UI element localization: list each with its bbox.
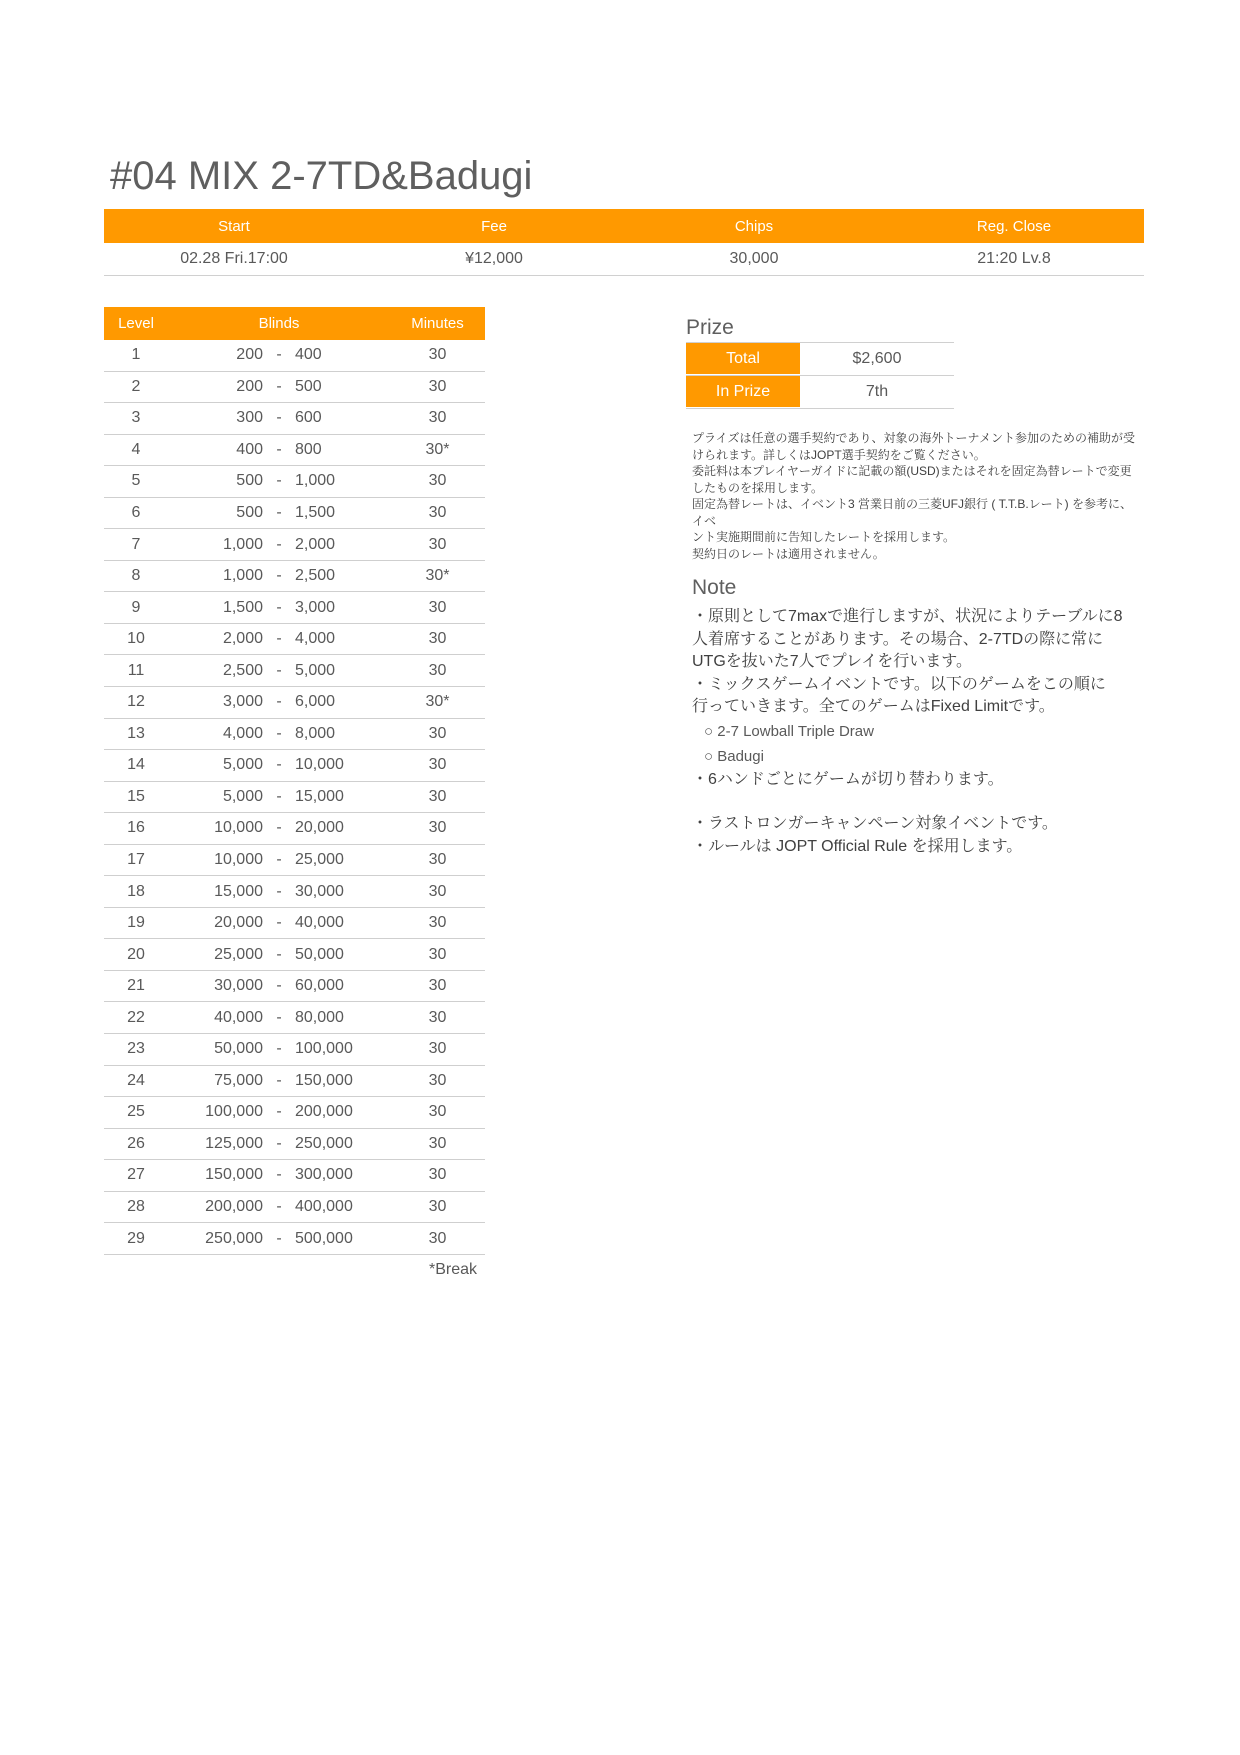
level-cell: 20 bbox=[127, 945, 145, 963]
blinds-cell bbox=[168, 788, 390, 806]
blinds-cell bbox=[168, 346, 390, 364]
header-fee: Fee bbox=[481, 217, 507, 235]
prize-text-line: 委託料は本プレイヤーガイドに記載の額(USD)またはそれを固定為替レートで変更 bbox=[692, 464, 1132, 478]
blind-separator: - bbox=[276, 1198, 282, 1216]
big-blind: 30,000 bbox=[295, 882, 344, 900]
blind-separator: - bbox=[276, 1008, 282, 1026]
minutes-cell: 30 bbox=[428, 1134, 447, 1152]
blind-separator: - bbox=[276, 693, 282, 711]
blinds-cell bbox=[168, 756, 390, 774]
blind-level-row bbox=[104, 624, 485, 656]
level-cell: 10 bbox=[127, 630, 145, 648]
blinds-cell bbox=[168, 725, 390, 743]
header-blinds: Blinds bbox=[258, 315, 300, 332]
blind-separator: - bbox=[276, 1071, 282, 1089]
blind-rows bbox=[104, 340, 485, 1255]
prize-text-line: プライズは任意の選手契約であり、対象の海外トーナメント参加のための補助が受 bbox=[692, 431, 1136, 445]
small-blind: 300 bbox=[236, 409, 263, 427]
blind-level-row bbox=[104, 561, 485, 593]
prize-label: In Prize bbox=[686, 376, 800, 408]
prize-value: $2,600 bbox=[852, 350, 902, 367]
level-cell: 2 bbox=[131, 377, 141, 395]
note-line: UTGを抜いた7人でプレイを行います。 bbox=[692, 653, 972, 670]
small-blind: 25,000 bbox=[214, 945, 263, 963]
big-blind: 250,000 bbox=[295, 1134, 353, 1152]
big-blind: 25,000 bbox=[295, 851, 344, 869]
big-blind: 2,000 bbox=[295, 535, 336, 553]
big-blind: 150,000 bbox=[295, 1071, 353, 1089]
blinds-cell bbox=[168, 977, 390, 995]
blinds-cell bbox=[168, 1166, 390, 1184]
blind-separator: - bbox=[276, 724, 282, 742]
small-blind: 30,000 bbox=[214, 977, 263, 995]
minutes-cell: 30 bbox=[428, 346, 447, 364]
blind-level-row bbox=[104, 1002, 485, 1034]
blind-structure-table bbox=[104, 307, 485, 1279]
level-cell: 3 bbox=[131, 409, 141, 427]
event-info-table bbox=[104, 209, 1144, 276]
minutes-cell: 30 bbox=[428, 851, 447, 869]
blind-separator: - bbox=[276, 945, 282, 963]
small-blind: 2,500 bbox=[222, 661, 263, 679]
big-blind: 100,000 bbox=[295, 1040, 353, 1058]
blind-separator: - bbox=[276, 1040, 282, 1058]
level-cell: 23 bbox=[127, 1040, 145, 1058]
note-line: 人着席することがあります。その場合、2-7TDの際に常に bbox=[692, 630, 1104, 648]
level-cell: 6 bbox=[131, 504, 141, 521]
prize-section bbox=[686, 316, 954, 409]
event-info-header bbox=[104, 209, 1144, 243]
big-blind: 15,000 bbox=[295, 787, 344, 805]
minutes-cell: 30 bbox=[428, 787, 447, 805]
small-blind: 1,500 bbox=[222, 598, 263, 616]
blind-level-row bbox=[104, 1192, 485, 1224]
big-blind: 1,500 bbox=[295, 504, 336, 521]
blinds-cell bbox=[168, 851, 390, 869]
big-blind: 2,500 bbox=[295, 567, 336, 585]
blind-level-row bbox=[104, 529, 485, 561]
minutes-cell: 30 bbox=[428, 914, 447, 932]
small-blind: 200,000 bbox=[205, 1198, 263, 1216]
blind-separator: - bbox=[276, 1166, 282, 1184]
note-line: ・ミックスゲームイベントです。以下のゲームをこの順に bbox=[692, 675, 1106, 693]
level-cell: 24 bbox=[127, 1071, 145, 1089]
blind-level-row bbox=[104, 876, 485, 908]
blind-level-row bbox=[104, 498, 485, 530]
blinds-cell bbox=[168, 819, 390, 837]
small-blind: 2,000 bbox=[222, 630, 263, 648]
big-blind: 6,000 bbox=[295, 693, 336, 711]
big-blind: 4,000 bbox=[295, 630, 336, 648]
big-blind: 5,000 bbox=[295, 661, 336, 679]
blind-level-row bbox=[104, 403, 485, 435]
level-cell: 29 bbox=[127, 1229, 145, 1247]
blinds-cell bbox=[168, 472, 390, 490]
blinds-cell bbox=[168, 662, 390, 680]
prize-value: 7th bbox=[865, 383, 889, 400]
minutes-cell: 30 bbox=[428, 1040, 447, 1058]
prize-row-in-prize bbox=[686, 376, 954, 409]
blinds-cell bbox=[168, 914, 390, 932]
blind-separator: - bbox=[276, 472, 282, 490]
blind-separator: - bbox=[276, 377, 282, 395]
big-blind: 50,000 bbox=[295, 945, 344, 963]
header-minutes: Minutes bbox=[411, 315, 464, 332]
blind-separator: - bbox=[276, 409, 282, 427]
level-cell: 15 bbox=[127, 787, 145, 805]
small-blind: 15,000 bbox=[214, 882, 263, 900]
small-blind: 20,000 bbox=[214, 914, 263, 932]
minutes-cell: 30 bbox=[428, 377, 447, 395]
small-blind: 10,000 bbox=[214, 819, 263, 837]
level-cell: 17 bbox=[127, 851, 145, 869]
big-blind: 500 bbox=[295, 377, 322, 395]
small-blind: 10,000 bbox=[214, 851, 263, 869]
level-cell: 18 bbox=[127, 882, 145, 900]
blind-separator: - bbox=[276, 535, 282, 553]
header-start: Start bbox=[218, 217, 250, 235]
blind-level-row bbox=[104, 372, 485, 404]
minutes-cell: 30 bbox=[428, 472, 447, 490]
blind-level-row bbox=[104, 1066, 485, 1098]
blinds-cell bbox=[168, 630, 390, 648]
big-blind: 300,000 bbox=[295, 1166, 353, 1184]
level-cell: 19 bbox=[127, 914, 145, 932]
big-blind: 20,000 bbox=[295, 819, 344, 837]
blind-level-row bbox=[104, 939, 485, 971]
minutes-cell: 30 bbox=[428, 409, 447, 427]
blind-separator: - bbox=[276, 977, 282, 995]
small-blind: 200 bbox=[236, 346, 263, 364]
blinds-cell bbox=[168, 1230, 390, 1248]
header-level: Level bbox=[118, 315, 154, 332]
minutes-cell: 30 bbox=[428, 1071, 447, 1089]
big-blind: 400 bbox=[295, 346, 322, 364]
blind-level-row bbox=[104, 813, 485, 845]
minutes-cell: 30 bbox=[428, 756, 447, 774]
prize-table bbox=[686, 342, 954, 409]
blinds-cell bbox=[168, 1135, 390, 1153]
minutes-cell: 30 bbox=[428, 819, 447, 837]
blind-separator: - bbox=[276, 504, 282, 521]
prize-text-line: ント実施期間前に告知したレートを採用します。 bbox=[692, 530, 956, 544]
blind-level-row bbox=[104, 592, 485, 624]
note-line: ・ルールは JOPT Official Rule を採用します。 bbox=[692, 837, 1023, 855]
minutes-cell: 30 bbox=[428, 1103, 447, 1121]
blind-separator: - bbox=[276, 851, 282, 869]
big-blind: 60,000 bbox=[295, 977, 344, 995]
game-list-item: ○ 2-7 Lowball Triple Draw bbox=[704, 722, 874, 740]
blinds-cell bbox=[168, 409, 390, 427]
note-section bbox=[692, 576, 1142, 858]
game-list-item: ○ Badugi bbox=[704, 747, 764, 765]
small-blind: 200 bbox=[236, 377, 263, 395]
minutes-cell: 30 bbox=[428, 1166, 447, 1184]
level-cell: 28 bbox=[127, 1198, 145, 1216]
level-cell: 1 bbox=[131, 346, 141, 364]
big-blind: 500,000 bbox=[295, 1229, 353, 1247]
prize-text-line: けられます。詳しくはJOPT選手契約をご覧ください。 bbox=[692, 447, 986, 462]
blind-separator: - bbox=[276, 661, 282, 679]
note-title: Note bbox=[692, 576, 737, 599]
blinds-cell bbox=[168, 441, 390, 459]
small-blind: 400 bbox=[236, 440, 263, 458]
level-cell: 7 bbox=[131, 535, 141, 553]
small-blind: 125,000 bbox=[205, 1134, 263, 1152]
blind-level-row bbox=[104, 1034, 485, 1066]
blinds-cell bbox=[168, 1198, 390, 1216]
level-cell: 4 bbox=[131, 440, 141, 458]
level-cell: 21 bbox=[127, 977, 145, 995]
blinds-cell bbox=[168, 883, 390, 901]
big-blind: 800 bbox=[295, 440, 322, 458]
blind-separator: - bbox=[276, 756, 282, 774]
minutes-cell: 30* bbox=[425, 567, 450, 585]
blind-separator: - bbox=[276, 1229, 282, 1247]
minutes-cell: 30 bbox=[428, 882, 447, 900]
blinds-cell bbox=[168, 1009, 390, 1027]
blind-level-row bbox=[104, 466, 485, 498]
level-cell: 13 bbox=[127, 724, 145, 742]
blind-table-header bbox=[104, 307, 485, 340]
minutes-cell: 30 bbox=[428, 661, 447, 679]
blind-level-row bbox=[104, 782, 485, 814]
small-blind: 500 bbox=[236, 504, 263, 521]
small-blind: 3,000 bbox=[222, 693, 263, 711]
blind-separator: - bbox=[276, 882, 282, 900]
minutes-cell: 30 bbox=[428, 1229, 447, 1247]
blind-level-row bbox=[104, 1129, 485, 1161]
small-blind: 1,000 bbox=[222, 567, 263, 585]
blind-level-row bbox=[104, 1223, 485, 1255]
level-cell: 12 bbox=[127, 693, 145, 711]
small-blind: 50,000 bbox=[214, 1040, 263, 1058]
blinds-cell bbox=[168, 378, 390, 396]
blinds-cell bbox=[168, 599, 390, 617]
break-note: *Break bbox=[428, 1260, 477, 1278]
blind-level-row bbox=[104, 750, 485, 782]
blinds-cell bbox=[168, 1072, 390, 1090]
big-blind: 40,000 bbox=[295, 914, 344, 932]
minutes-cell: 30 bbox=[428, 1198, 447, 1216]
small-blind: 4,000 bbox=[222, 724, 263, 742]
blind-separator: - bbox=[276, 598, 282, 616]
note-line: ・ラストロンガーキャンペーン対象イベントです。 bbox=[692, 815, 1058, 832]
blinds-cell bbox=[168, 536, 390, 554]
minutes-cell: 30 bbox=[428, 724, 447, 742]
blind-level-row bbox=[104, 1097, 485, 1129]
minutes-cell: 30* bbox=[425, 440, 450, 458]
small-blind: 500 bbox=[236, 472, 263, 490]
big-blind: 10,000 bbox=[295, 756, 344, 774]
blind-separator: - bbox=[276, 630, 282, 648]
big-blind: 3,000 bbox=[295, 598, 336, 616]
level-cell: 26 bbox=[127, 1134, 145, 1152]
blind-separator: - bbox=[276, 819, 282, 837]
level-cell: 14 bbox=[127, 756, 145, 774]
blinds-cell bbox=[168, 693, 390, 711]
prize-row-total bbox=[686, 343, 954, 376]
note-line: ・6ハンドごとにゲームが切り替わります。 bbox=[692, 770, 1004, 788]
level-cell: 25 bbox=[127, 1103, 145, 1121]
page-title: #04 MIX 2-7TD&Badugi bbox=[110, 154, 533, 198]
level-cell: 9 bbox=[131, 598, 141, 616]
big-blind: 200,000 bbox=[295, 1103, 353, 1121]
big-blind: 80,000 bbox=[295, 1008, 344, 1026]
level-cell: 16 bbox=[127, 819, 145, 837]
blind-separator: - bbox=[276, 1134, 282, 1152]
blinds-cell bbox=[168, 504, 390, 522]
small-blind: 5,000 bbox=[222, 756, 263, 774]
event-info-values bbox=[104, 243, 1144, 276]
minutes-cell: 30* bbox=[425, 693, 450, 711]
header-chips: Chips bbox=[734, 217, 774, 235]
blind-separator: - bbox=[276, 914, 282, 932]
big-blind: 600 bbox=[295, 409, 322, 427]
blind-level-row bbox=[104, 845, 485, 877]
small-blind: 150,000 bbox=[205, 1166, 263, 1184]
fee-value: ¥12,000 bbox=[465, 250, 523, 267]
blind-separator: - bbox=[276, 440, 282, 458]
blinds-cell bbox=[168, 567, 390, 585]
minutes-cell: 30 bbox=[428, 630, 447, 648]
minutes-cell: 30 bbox=[428, 535, 447, 553]
blind-level-row bbox=[104, 655, 485, 687]
big-blind: 400,000 bbox=[295, 1198, 353, 1216]
level-cell: 22 bbox=[127, 1008, 145, 1026]
blind-level-row bbox=[104, 687, 485, 719]
small-blind: 40,000 bbox=[214, 1008, 263, 1026]
small-blind: 1,000 bbox=[222, 535, 263, 553]
prize-text-line: したものを採用します。 bbox=[692, 480, 824, 495]
note-line: 行っていきます。全てのゲームはFixed Limitです。 bbox=[692, 698, 1055, 715]
blind-separator: - bbox=[276, 346, 282, 364]
prize-text-line: 契約日のレートは適用されません。 bbox=[692, 546, 885, 561]
blind-level-row bbox=[104, 971, 485, 1003]
blind-level-row bbox=[104, 908, 485, 940]
minutes-cell: 30 bbox=[428, 977, 447, 995]
blind-separator: - bbox=[276, 1103, 282, 1121]
blind-level-row bbox=[104, 1160, 485, 1192]
minutes-cell: 30 bbox=[428, 1008, 447, 1026]
small-blind: 250,000 bbox=[205, 1229, 263, 1247]
blinds-cell bbox=[168, 1040, 390, 1058]
blind-separator: - bbox=[276, 787, 282, 805]
minutes-cell: 30 bbox=[428, 945, 447, 963]
level-cell: 8 bbox=[131, 567, 141, 585]
prize-description bbox=[692, 430, 1142, 562]
prize-title: Prize bbox=[686, 316, 734, 339]
blind-level-row bbox=[104, 340, 485, 372]
start-value: 02.28 Fri.17:00 bbox=[180, 250, 288, 267]
header-reg-close: Reg. Close bbox=[976, 217, 1052, 235]
big-blind: 1,000 bbox=[295, 472, 336, 490]
level-cell: 11 bbox=[127, 661, 145, 679]
chips-value: 30,000 bbox=[729, 250, 779, 267]
blinds-cell bbox=[168, 946, 390, 964]
blind-separator: - bbox=[276, 567, 282, 585]
blind-level-row bbox=[104, 719, 485, 751]
blinds-cell bbox=[168, 1103, 390, 1121]
note-line: ・原則として7maxで進行しますが、状況によりテーブルに8 bbox=[692, 608, 1123, 625]
minutes-cell: 30 bbox=[428, 598, 447, 616]
small-blind: 75,000 bbox=[214, 1071, 263, 1089]
level-cell: 27 bbox=[127, 1166, 145, 1184]
blind-level-row bbox=[104, 435, 485, 467]
small-blind: 5,000 bbox=[222, 787, 263, 805]
prize-text-line: 固定為替レートは、イベント3 営業日前の三菱UFJ銀行 ( T.T.B.レート) を参考に、イベ bbox=[692, 497, 1133, 528]
prize-label: Total bbox=[686, 343, 800, 375]
minutes-cell: 30 bbox=[428, 504, 447, 521]
big-blind: 8,000 bbox=[295, 724, 336, 742]
reg-close-value: 21:20 Lv.8 bbox=[977, 250, 1051, 267]
small-blind: 100,000 bbox=[205, 1103, 263, 1121]
level-cell: 5 bbox=[131, 472, 141, 490]
